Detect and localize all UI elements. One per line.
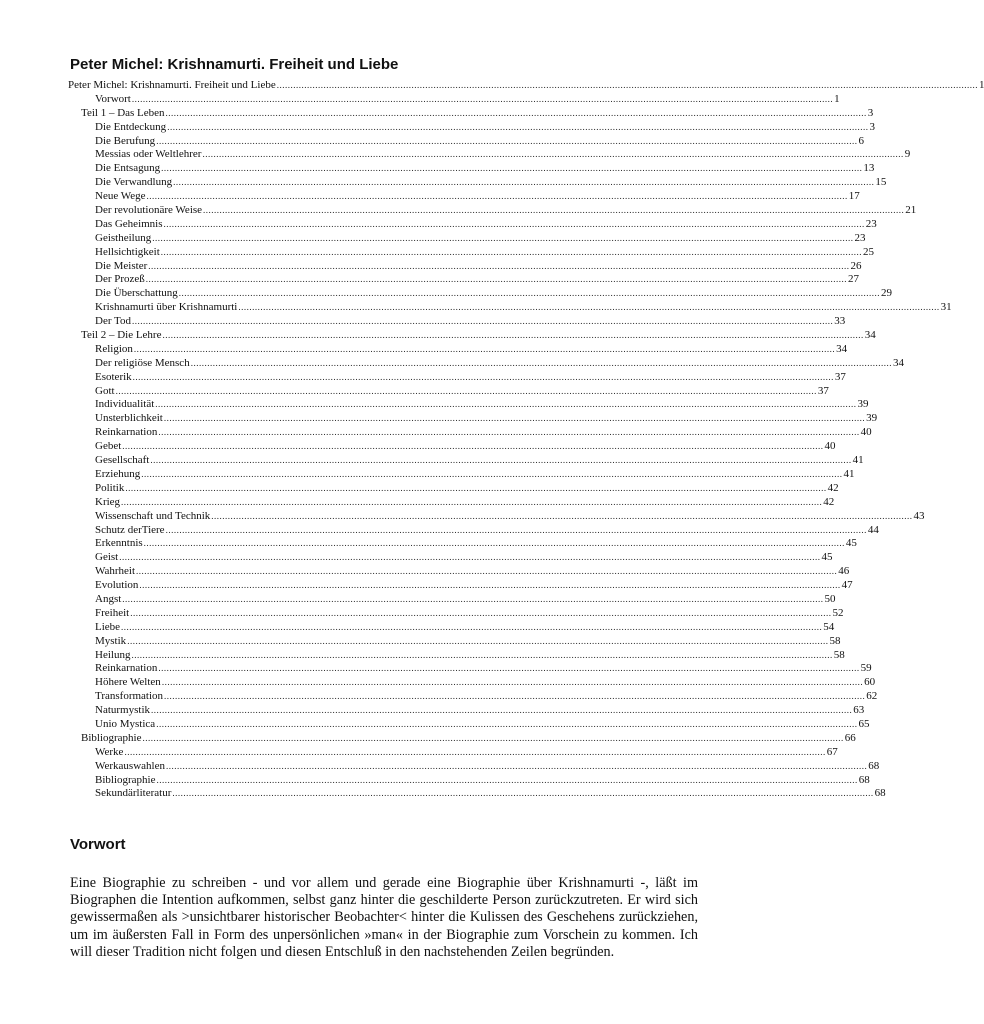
toc-entry[interactable] — [68, 176, 887, 190]
toc-entry-page-number: 21 — [905, 204, 917, 217]
toc-entry-label: Individualität — [95, 398, 155, 411]
toc-entry-label: Die Berufung — [95, 134, 156, 147]
toc-entry[interactable] — [68, 148, 911, 162]
toc-leader-dots: ............................................................................................................................................................................................................................................................... — [165, 524, 867, 535]
toc-entry[interactable] — [68, 217, 877, 232]
toc-entry[interactable] — [68, 356, 904, 371]
toc-leader-dots: ............................................................................................................................................................................................................................................................... — [211, 510, 913, 521]
toc-entry-label: Erkenntnis — [95, 537, 143, 550]
toc-entry-page-number: 27 — [848, 273, 860, 286]
toc-entry-label: Sekundärliteratur — [95, 787, 172, 800]
toc-entry-label: Geist — [95, 551, 119, 564]
toc-entry-label: Erziehung — [95, 467, 141, 480]
toc-entry-label: Die Überschattung — [95, 287, 178, 300]
toc-leader-dots: ............................................................................................................................................................................................................................................................... — [132, 316, 834, 327]
toc-leader-dots: ............................................................................................................................................................................................................................................................... — [190, 357, 892, 368]
toc-entry[interactable] — [68, 648, 845, 663]
toc-entry-label: Gott — [95, 384, 115, 397]
toc-entry-label: Bibliographie — [81, 731, 142, 744]
toc-entry[interactable] — [68, 745, 838, 760]
toc-entry-page-number: 58 — [833, 648, 845, 661]
toc-entry[interactable] — [68, 620, 835, 635]
toc-leader-dots: ............................................................................................................................................................................................................................................................... — [139, 580, 841, 591]
toc-entry-label: Der Prozeß — [95, 273, 145, 286]
toc-entry-page-number: 23 — [865, 217, 877, 230]
toc-entry-page-number: 3 — [869, 120, 875, 133]
toc-entry-page-number: 52 — [832, 606, 844, 619]
toc-leader-dots: ............................................................................................................................................................................................................................................................... — [122, 441, 824, 452]
toc-entry-page-number: 1 — [834, 92, 840, 105]
toc-entry-label: Werkauswahlen — [95, 759, 165, 772]
toc-entry-label: Unio Mystica — [95, 717, 156, 730]
toc-leader-dots: ............................................................................................................................................................................................................................................................... — [173, 177, 875, 188]
toc-leader-dots: ............................................................................................................................................................................................................................................................... — [152, 232, 854, 243]
toc-leader-dots: ............................................................................................................................................................................................................................................................... — [167, 121, 869, 132]
toc-entry-label: Esoterik — [95, 370, 132, 383]
toc-entry-label: Der revolutionäre Weise — [95, 204, 203, 217]
toc-entry-label: Freiheit — [95, 606, 130, 619]
toc-entry[interactable] — [68, 731, 856, 746]
toc-leader-dots: ............................................................................................................................................................................................................................................................... — [202, 149, 904, 160]
toc-entry-page-number: 41 — [843, 467, 855, 480]
toc-entry-page-number: 1 — [978, 79, 984, 91]
toc-entry-label: Bibliographie — [95, 773, 156, 786]
toc-entry-page-number: 65 — [858, 717, 870, 730]
toc-entry[interactable] — [68, 245, 875, 260]
toc-entry-label: Werke — [95, 745, 124, 758]
toc-entry[interactable] — [68, 106, 874, 121]
toc-entry-label: Evolution — [95, 579, 139, 592]
toc-entry-label: Transformation — [95, 690, 164, 703]
toc-leader-dots: ............................................................................................................................................................................................................................................................... — [151, 705, 853, 716]
toc-entry[interactable] — [68, 579, 853, 593]
toc-entry[interactable] — [68, 162, 875, 176]
toc-entry-label: Hellsichtigkeit — [95, 245, 160, 258]
toc-leader-dots: ............................................................................................................................................................................................................................................................... — [158, 663, 860, 674]
toc-entry-label: Der religiöse Mensch — [95, 356, 190, 369]
toc-entry[interactable] — [68, 565, 850, 579]
toc-entry[interactable] — [68, 440, 836, 454]
toc-entry-label: Gebet — [95, 440, 122, 453]
toc-entry[interactable] — [68, 717, 870, 732]
toc-entry[interactable] — [68, 120, 875, 135]
toc-entry-page-number: 26 — [850, 259, 862, 272]
toc-entry-page-number: 43 — [913, 509, 925, 522]
toc-entry[interactable] — [68, 704, 865, 718]
toc-entry-page-number: 34 — [892, 356, 904, 369]
toc-entry[interactable] — [68, 509, 925, 524]
toc-entry[interactable] — [68, 412, 878, 426]
toc-entry-page-number: 31 — [940, 301, 952, 314]
toc-entry-label: Schutz derTiere — [95, 523, 165, 536]
toc-leader-dots: ............................................................................................................................................................................................................................................................... — [160, 246, 863, 257]
toc-entry[interactable] — [68, 634, 841, 649]
toc-entry-label: Peter Michel: Krishnamurti. Freiheit und Liebe — [68, 79, 276, 91]
toc-leader-dots: ............................................................................................................................................................................................................................................................... — [178, 288, 881, 299]
toc-leader-dots: ............................................................................................................................................................................................................................................................... — [119, 552, 821, 563]
toc-leader-dots: ............................................................................................................................................................................................................................................................... — [161, 163, 863, 174]
toc-entry-page-number: 34 — [864, 329, 876, 342]
toc-leader-dots: ............................................................................................................................................................................................................................................................... — [156, 718, 858, 729]
toc-leader-dots: ............................................................................................................................................................................................................................................................... — [172, 788, 874, 799]
toc-entry-page-number: 37 — [834, 370, 846, 383]
toc-entry[interactable] — [68, 690, 878, 704]
toc-leader-dots: ............................................................................................................................................................................................................................................................... — [121, 621, 823, 632]
toc-entry-page-number: 47 — [841, 579, 853, 592]
toc-entry-label: Der Tod — [95, 315, 131, 328]
toc-entry[interactable] — [68, 495, 835, 510]
toc-entry[interactable] — [68, 273, 860, 287]
toc-entry-page-number: 42 — [827, 481, 839, 494]
toc-entry-label: Messias oder Weltlehrer — [95, 148, 202, 161]
toc-entry-page-number: 62 — [866, 690, 878, 703]
toc-entry[interactable] — [68, 204, 917, 218]
toc-entry-page-number: 40 — [860, 426, 872, 439]
toc-entry-page-number: 41 — [852, 454, 864, 467]
toc-entry-page-number: 39 — [866, 412, 878, 425]
toc-leader-dots: ............................................................................................................................................................................................................................................................... — [142, 732, 844, 743]
toc-entry-page-number: 54 — [823, 620, 835, 633]
toc-entry[interactable] — [68, 287, 893, 301]
toc-entry-label: Gesellschaft — [95, 454, 150, 467]
toc-leader-dots: ............................................................................................................................................................................................................................................................... — [276, 80, 978, 90]
toc-entry[interactable] — [68, 537, 857, 551]
toc-entry-label: Höhere Welten — [95, 676, 161, 689]
toc-entry[interactable] — [68, 787, 886, 801]
toc-entry[interactable] — [68, 551, 833, 565]
toc-entry-label: Vorwort — [95, 92, 131, 105]
toc-entry-label: Unsterblichkeit — [95, 412, 163, 425]
toc-entry-page-number: 42 — [823, 495, 835, 508]
toc-leader-dots: ............................................................................................................................................................................................................................................................... — [143, 538, 845, 549]
toc-entry-label: Krieg — [95, 495, 121, 508]
toc-entry-label: Mystik — [95, 634, 127, 647]
toc-entry-page-number: 40 — [824, 440, 836, 453]
toc-entry-label: Das Geheimnis — [95, 217, 163, 230]
toc-entry[interactable] — [68, 384, 829, 399]
toc-entry-label: Krishnamurti über Krishnamurti — [95, 301, 238, 314]
toc-entry-page-number: 37 — [817, 384, 829, 397]
toc-entry[interactable] — [68, 79, 984, 93]
toc-entry[interactable] — [68, 606, 844, 621]
toc-entry[interactable] — [68, 759, 880, 774]
toc-entry-page-number: 25 — [863, 245, 875, 258]
toc-leader-dots: ............................................................................................................................................................................................................................................................... — [125, 482, 827, 493]
toc-leader-dots: ............................................................................................................................................................................................................................................................... — [148, 260, 850, 271]
toc-leader-dots: ............................................................................................................................................................................................................................................................... — [131, 649, 833, 660]
toc-entry[interactable] — [68, 329, 876, 343]
toc-entry-page-number: 6 — [858, 134, 864, 147]
toc-entry-label: Reinkarnation — [95, 426, 158, 439]
toc-entry-label: Teil 1 – Das Leben — [81, 106, 165, 119]
toc-entry[interactable] — [68, 454, 864, 468]
toc-leader-dots: ............................................................................................................................................................................................................................................................... — [130, 607, 832, 618]
toc-leader-dots: ............................................................................................................................................................................................................................................................... — [131, 93, 834, 104]
toc-entry-page-number: 59 — [860, 662, 872, 675]
toc-entry[interactable] — [68, 370, 846, 385]
toc-leader-dots: ............................................................................................................................................................................................................................................................... — [158, 427, 860, 438]
toc-leader-dots: ............................................................................................................................................................................................................................................................... — [122, 593, 824, 604]
toc-entry-page-number: 13 — [863, 162, 875, 175]
toc-leader-dots: ............................................................................................................................................................................................................................................................... — [121, 496, 823, 507]
toc-entry[interactable] — [68, 773, 870, 788]
toc-entry-page-number: 15 — [875, 176, 887, 189]
toc-entry-page-number: 68 — [858, 773, 870, 786]
toc-entry-label: Liebe — [95, 620, 121, 633]
toc-leader-dots: ............................................................................................................................................................................................................................................................... — [161, 677, 864, 688]
toc-entry-label: Neue Wege — [95, 190, 146, 203]
table-of-contents — [68, 79, 984, 801]
toc-entry-label: Wissenschaft und Technik — [95, 509, 211, 522]
toc-entry-page-number: 33 — [834, 315, 846, 328]
toc-entry[interactable] — [68, 398, 869, 412]
toc-leader-dots: ............................................................................................................................................................................................................................................................... — [145, 274, 848, 285]
toc-leader-dots: ............................................................................................................................................................................................................................................................... — [156, 135, 858, 146]
toc-entry-page-number: 68 — [874, 787, 886, 800]
toc-entry[interactable] — [68, 592, 836, 607]
section-heading: Vorwort — [70, 836, 126, 853]
toc-leader-dots: ............................................................................................................................................................................................................................................................... — [163, 218, 865, 229]
toc-leader-dots: ............................................................................................................................................................................................................................................................... — [165, 107, 867, 118]
toc-entry[interactable] — [68, 523, 879, 538]
toc-entry-label: Reinkarnation — [95, 662, 158, 675]
toc-leader-dots: ............................................................................................................................................................................................................................................................... — [127, 635, 829, 646]
toc-leader-dots: ............................................................................................................................................................................................................................................................... — [162, 330, 864, 341]
toc-entry-page-number: 17 — [848, 190, 860, 203]
toc-entry[interactable] — [68, 134, 864, 149]
toc-leader-dots: ............................................................................................................................................................................................................................................................... — [115, 385, 817, 396]
toc-leader-dots: ............................................................................................................................................................................................................................................................... — [163, 413, 866, 424]
toc-entry[interactable] — [68, 676, 876, 690]
toc-entry-label: Die Entsagung — [95, 162, 161, 175]
toc-entry[interactable] — [68, 342, 848, 357]
toc-leader-dots: ............................................................................................................................................................................................................................................................... — [155, 399, 857, 410]
toc-entry-label: Politik — [95, 481, 125, 494]
toc-entry-label: Heilung — [95, 648, 131, 661]
toc-entry-page-number: 50 — [824, 592, 836, 605]
toc-entry-label: Naturmystik — [95, 704, 150, 717]
toc-entry-label: Religion — [95, 342, 133, 355]
toc-entry-label: Die Entdeckung — [95, 120, 167, 133]
toc-entry-page-number: 66 — [844, 731, 856, 744]
toc-entry[interactable] — [68, 426, 872, 440]
toc-leader-dots: ............................................................................................................................................................................................................................................................... — [156, 774, 858, 785]
toc-entry-page-number: 68 — [868, 759, 880, 772]
toc-entry-page-number: 60 — [864, 676, 876, 689]
document-title: Peter Michel: Krishnamurti. Freiheit und Liebe — [70, 56, 399, 73]
toc-leader-dots: ............................................................................................................................................................................................................................................................... — [203, 205, 905, 216]
toc-entry-page-number: 29 — [881, 287, 893, 300]
toc-leader-dots: ............................................................................................................................................................................................................................................................... — [150, 455, 852, 466]
toc-entry[interactable] — [68, 315, 846, 329]
toc-entry-label: Die Verwandlung — [95, 176, 173, 189]
toc-entry-page-number: 63 — [853, 704, 865, 717]
toc-entry[interactable] — [68, 259, 862, 274]
toc-entry-label: Teil 2 – Die Lehre — [81, 329, 162, 342]
toc-leader-dots: ............................................................................................................................................................................................................................................................... — [124, 746, 826, 757]
toc-entry-page-number: 3 — [867, 106, 874, 119]
toc-leader-dots: ............................................................................................................................................................................................................................................................... — [146, 191, 848, 202]
toc-leader-dots: ............................................................................................................................................................................................................................................................... — [165, 760, 868, 771]
toc-entry-label: Angst — [95, 592, 122, 605]
toc-entry[interactable] — [68, 467, 855, 482]
toc-entry[interactable] — [68, 662, 872, 676]
toc-entry[interactable] — [68, 190, 860, 204]
body-paragraph: Eine Biographie zu schreiben - und vor allem und gerade eine Biographie über Krishnamurti -, läßt im Biographen die Intention aufkommen, selbst ganz hinter die geschilderte Person zurückzutreten. Er wird sich gewissermaßen als >unsichtbarer historischer Beobachter< hinter die Kulissen des Geschehens zurückziehen, um im äußersten Fall in Form des unpersönlichen »man« in der Biographie zum Vorschein zu kommen. Ich will dieser Tradition nicht folgen und diesen Entschluß in den nachstehenden Zeilen begründen. — [70, 875, 698, 960]
toc-entry-page-number: 44 — [867, 523, 879, 536]
toc-entry-page-number: 46 — [838, 565, 850, 578]
toc-entry[interactable] — [68, 481, 839, 496]
toc-entry-label: Die Meister — [95, 259, 148, 272]
toc-entry-page-number: 67 — [826, 745, 838, 758]
toc-leader-dots: ............................................................................................................................................................................................................................................................... — [164, 691, 866, 702]
toc-entry-page-number: 9 — [904, 148, 911, 161]
toc-leader-dots: ............................................................................................................................................................................................................................................................... — [132, 371, 834, 382]
toc-entry-page-number: 58 — [829, 634, 841, 647]
toc-entry-page-number: 23 — [854, 231, 866, 244]
toc-leader-dots: ............................................................................................................................................................................................................................................................... — [133, 343, 836, 354]
toc-leader-dots: ............................................................................................................................................................................................................................................................... — [136, 566, 838, 577]
toc-entry[interactable] — [68, 92, 840, 107]
toc-leader-dots: ............................................................................................................................................................................................................................................................... — [238, 302, 940, 313]
toc-entry[interactable] — [68, 231, 866, 246]
toc-entry-page-number: 45 — [821, 551, 833, 564]
toc-entry-page-number: 34 — [836, 342, 848, 355]
toc-entry-label: Geistheilung — [95, 231, 152, 244]
toc-entry-page-number: 45 — [845, 537, 857, 550]
toc-entry-page-number: 39 — [857, 398, 869, 411]
toc-leader-dots: ............................................................................................................................................................................................................................................................... — [141, 468, 843, 479]
toc-entry-label: Wahrheit — [95, 565, 136, 578]
toc-entry[interactable] — [68, 301, 952, 315]
